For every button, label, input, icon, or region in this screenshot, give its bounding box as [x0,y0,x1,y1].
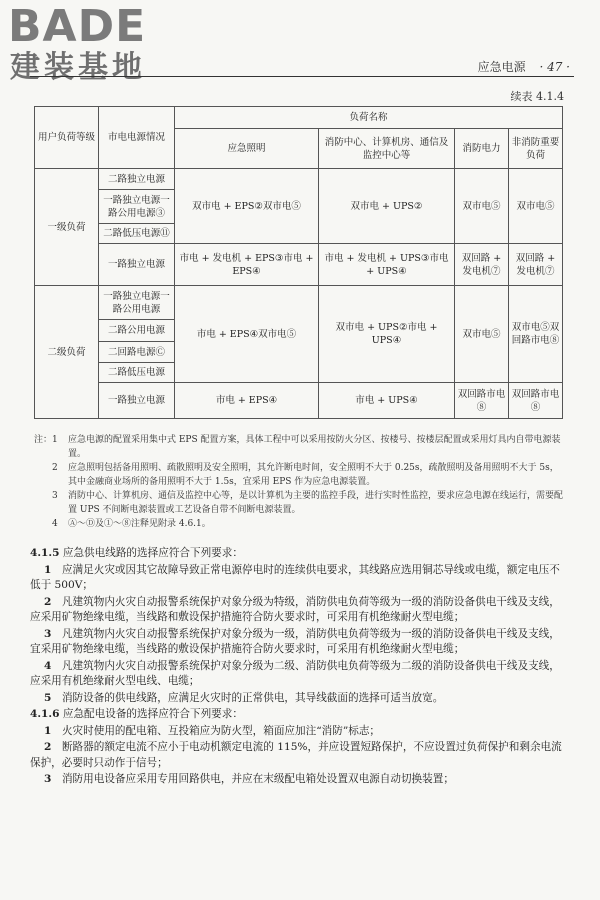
clause-number: 3 [44,627,52,640]
clause-number: 4 [44,659,52,672]
table-cell: 双回路 + 发电机⑦ [509,244,563,286]
table-cell: 一路独立电源一路公用电源 [99,286,175,320]
table-cell: 双市电⑤ [509,169,563,244]
note-item [34,517,564,531]
table-cell: 双市电⑤双回路市电⑧ [509,286,563,383]
clause-text: 应满足火灾或因其它故障导致正常电源停电时的连续供电要求，其线路应选用铜芯导线或电缆，额定电压不低于 500V； [30,563,560,591]
note-item [34,489,564,517]
header-load-group: 负荷名称 [175,107,563,129]
brand-logo [8,1,178,94]
clause [30,691,566,707]
section-number: 4.1.6 [30,708,60,720]
note-item [34,433,564,461]
section-title-text: 应急配电设备的选择应符合下列要求： [62,708,243,720]
header-emergency-lighting: 应急照明 [175,129,319,169]
table-cell: 市电 + EPS④双市电⑤ [175,286,319,383]
header-control-center: 消防中心、计算机房、通信及监控中心等 [319,129,455,169]
section-title: 应急电源 [477,60,526,74]
table-cell: 二路独立电源 [99,169,175,190]
table-cell: 二回路电源Ⓒ [99,342,175,363]
clause-number: 2 [44,741,52,753]
note-text: 消防中心、计算机房、通信及监控中心等，是以计算机为主要的监控手段，进行实时性监控，要求应急电源在线运行，需要配置 UPS 不间断电源装置或工艺设备自带不间断电源装置。 [68,491,564,515]
notes-label: 注： [34,435,53,445]
table-cell: 双市电⑤ [455,169,509,244]
table-cell: 双市电⑤ [455,286,509,383]
section-heading [30,546,566,562]
header-nonfire-load: 非消防重要负荷 [509,129,563,169]
section-title-text: 应急供电线路的选择应符合下列要求： [62,547,243,559]
note-number: 4 [52,519,58,529]
table-cell: 一路独立电源 [99,383,175,419]
clause-text: 凡建筑物内火灾自动报警系统保护对象分级为特级，消防供电负荷等级为一级的消防设备供电干线及支线，应采用矿物绝缘电缆，当线路和敷设保护措施符合防火要求时，可采用有机绝缘耐火型电缆； [30,595,560,623]
header-fire-power: 消防电力 [455,129,509,169]
table-cell: 市电 + 发电机 + UPS③市电 + UPS④ [319,244,455,286]
clause [30,772,566,788]
table-cell: 市电 + 发电机 + EPS③市电 + EPS④ [175,244,319,286]
clause-text: 断路器的额定电流不应小于电动机额定电流的 115%，并应设置短路保护，不应设置过负荷保护和剩余电流保护，必要时只动作于信号； [30,741,562,769]
clause-text: 凡建筑物内火灾自动报警系统保护对象分级为一级，消防供电负荷等级为一级的消防设备供电干线及支线，宜采用矿物绝缘电缆，当线路的敷设保护措施符合防火要求时，可采用有机绝缘耐火型电缆； [30,627,560,655]
note-text: 应急电源的配置采用集中式 EPS 配置方案，具体工程中可以采用按防火分区、按楼号、按楼层配置或采用灯具内自带电源装置。 [68,435,561,459]
header-user-level: 用户负荷等级 [35,107,99,169]
note-number: 1 [52,435,58,445]
table-cell: 市电 + UPS④ [319,383,455,419]
table-cell: 二路公用电源 [99,320,175,342]
table-cell: 双市电 + EPS②双市电⑤ [175,169,319,244]
logo-wordmark: BADE [8,1,147,52]
table-cell: 双市电 + UPS② [319,169,455,244]
clause [30,563,566,594]
section-heading [30,707,566,723]
table-continued-label: 续表 4.1.4 [510,90,564,103]
table-cell: 双市电 + UPS②市电 + UPS④ [319,286,455,383]
note-number: 2 [52,463,58,473]
table-cell: 一路独立电源 [99,244,175,286]
table-cell: 二路低压电源⑪ [99,224,175,244]
clause [30,724,566,740]
clause [30,740,566,771]
section-number: 4.1.5 [30,547,60,559]
logo-subtitle: 建装基地 [10,50,146,85]
note-number: 3 [52,491,58,501]
note-text: 应急照明包括备用照明、疏散照明及安全照明，其允许断电时间，安全照明不大于 0.25s，疏散照明及备用照明不大于 5s，其中金融商业场所的备用照明不大于 1.5s，宜采用 EPS 作为应急电源装置。 [68,463,559,487]
power-supply-table [34,106,563,419]
table-cell: 二路低压电源 [99,363,175,383]
clause [30,627,566,658]
running-header [478,58,570,75]
clause-number: 1 [44,563,52,576]
clause-text: 消防用电设备应采用专用回路供电，并应在末级配电箱处设置双电源自动切换装置； [61,773,454,785]
clause [30,595,566,626]
table-cell: 双回路市电⑧ [509,383,563,419]
clause-number: 3 [44,773,52,785]
table-cell: 市电 + EPS④ [175,383,319,419]
clause-number: 2 [44,595,52,608]
table-cell: 双回路 + 发电机⑦ [455,244,509,286]
level-1-label: 一级负荷 [35,169,99,286]
table-cell: 双回路市电⑧ [455,383,509,419]
header-supply: 市电电源情况 [99,107,175,169]
note-item [34,461,564,489]
clause-text: 消防设备的供电线路，应满足火灾时的正常供电，其导线截面的选择可适当放宽。 [61,691,444,704]
clause-text: 火灾时使用的配电箱、互投箱应为防火型，箱面应加注“消防”标志； [61,724,381,737]
body-text [30,546,566,789]
page-number: · 47 · [539,60,570,74]
clause-text: 凡建筑物内火灾自动报警系统保护对象分级为二级、消防供电负荷等级为二级的消防设备供电干线及支线，应采用有机绝缘耐火型电线、电缆； [30,659,560,687]
clause-number: 1 [44,724,52,737]
clause-number: 5 [44,691,52,704]
table-notes [34,433,564,531]
clause [30,659,566,690]
header-divider [30,76,574,77]
table-cell: 一路独立电源一路公用电源③ [99,190,175,224]
level-2-label: 二级负荷 [35,286,99,419]
note-text: Ⓐ～Ⓓ及①～⑧注释见附录 4.6.1。 [68,519,211,529]
